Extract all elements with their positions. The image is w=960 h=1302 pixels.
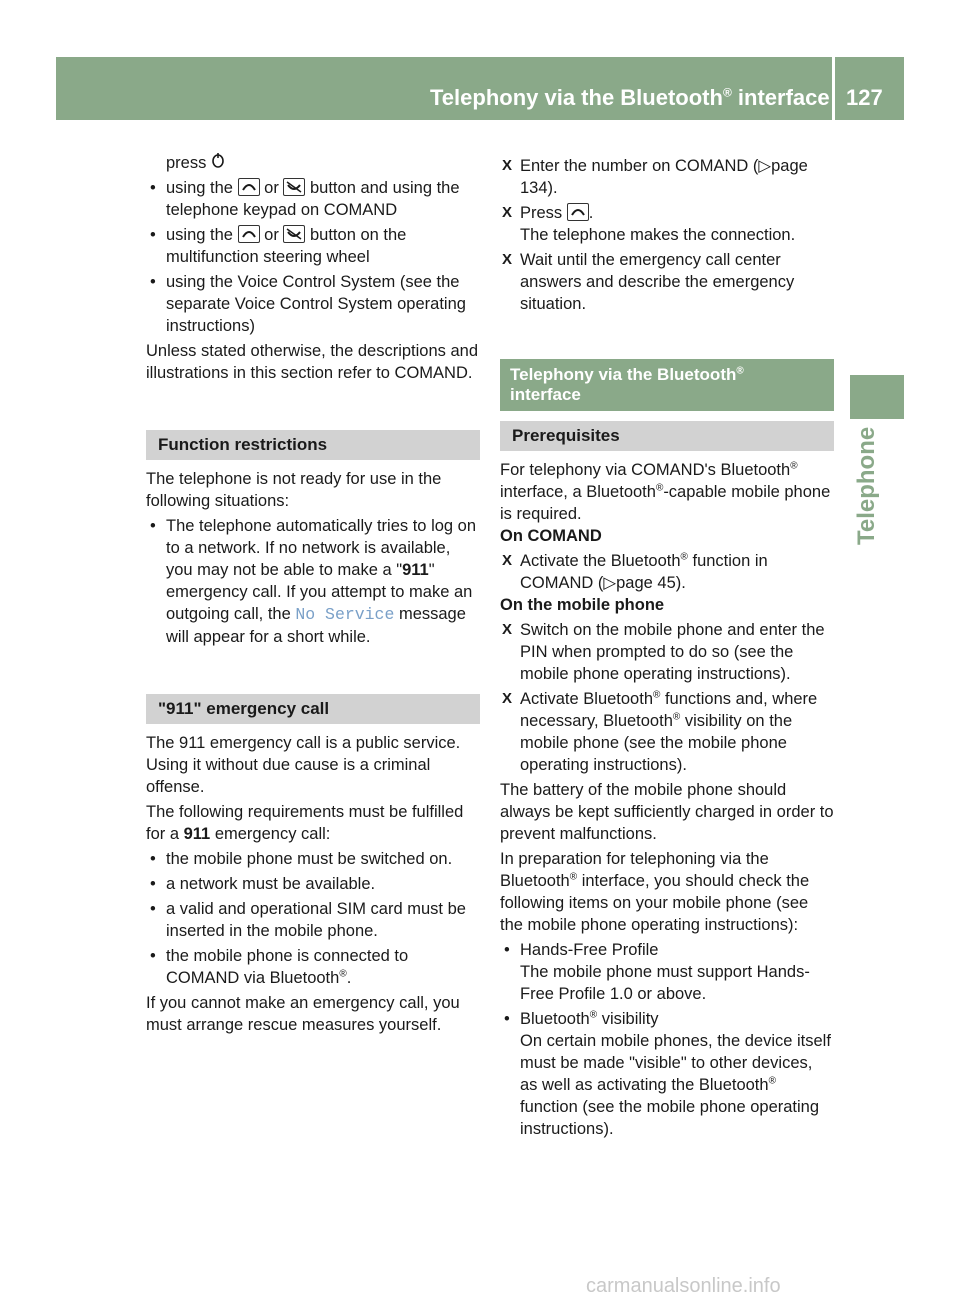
- phone-accept-icon: [238, 225, 260, 243]
- list-item: • The telephone automatically tries to log on to a network. If no network is available, you may not be able to make a "911" emergency call. If you attempt to make an outgoing call, the No Service message will appear for a short while.: [146, 515, 480, 648]
- paragraph: If you cannot make an emergency call, you must arrange rescue measures yourself.: [146, 994, 460, 1034]
- subheading-on-mobile: On the mobile phone: [500, 596, 665, 614]
- press-line: press: [146, 152, 480, 174]
- list-item: • Hands-Free Profile The mobile phone must support Hands-Free Profile 1.0 or above.: [500, 939, 834, 1005]
- page-title: Telephony via the Bluetooth® interface: [430, 85, 830, 110]
- display-message: No Service: [295, 605, 395, 624]
- step-arrow-icon: X: [502, 690, 513, 707]
- section-heading-prerequisites: Prerequisites: [500, 421, 834, 451]
- list-item: • a valid and operational SIM card must be inserted in the mobile phone.: [146, 898, 480, 942]
- list-item: • the mobile phone is connected to COMAND via Bluetooth®.: [146, 945, 480, 989]
- knob-icon: [211, 154, 225, 172]
- step-item: X Activate Bluetooth® functions and, where necessary, Bluetooth® visibility on the mobile phone (see the mobile phone operating instructions).: [502, 689, 818, 774]
- paragraph: The following requirements must be fulfilled for a 911 emergency call:: [146, 803, 464, 843]
- right-column: [500, 152, 834, 1140]
- step-item: X Activate the Bluetooth® function in COMAND (▷page 45).: [502, 551, 768, 592]
- list-item: • Bluetooth® visibility On certain mobile phones, the device itself must be made "visible" to other devices, as well as activating the Bluetooth® function (see the mobile phone operating instructions).: [500, 1008, 834, 1140]
- page-ref-icon: ▷: [603, 574, 617, 592]
- watermark: carmanualsonline.info: [586, 1275, 781, 1297]
- step-item: X Wait until the emergency call center answers and describe the emergency situation.: [502, 251, 795, 313]
- phone-end-icon: [283, 225, 305, 243]
- chapter-tab: [850, 375, 904, 419]
- step-arrow-icon: X: [502, 204, 513, 221]
- step-arrow-icon: X: [502, 552, 513, 569]
- paragraph: In preparation for telephoning via the Bluetooth® interface, you should check the following items on your mobile phone (see the mobile phone operating instructions):: [500, 850, 810, 934]
- phone-accept-icon: [238, 178, 260, 196]
- step-arrow-icon: X: [502, 157, 513, 174]
- step-item: X Enter the number on COMAND (▷page 134).: [502, 157, 808, 197]
- step-arrow-icon: X: [502, 621, 513, 638]
- step-arrow-icon: X: [502, 251, 513, 268]
- paragraph: Unless stated otherwise, the descriptions and illustrations in this section refer to COMAND.: [146, 342, 479, 382]
- page-reference[interactable]: page 134).: [520, 157, 808, 197]
- phone-end-icon: [283, 178, 305, 196]
- section-heading-bluetooth: Telephony via the Bluetooth® interface: [500, 359, 834, 411]
- subheading-on-comand: On COMAND: [500, 527, 602, 545]
- list-item: • the mobile phone must be switched on.: [146, 848, 480, 870]
- paragraph: The telephone is not ready for use in the following situations:: [146, 470, 442, 510]
- paragraph: The battery of the mobile phone should always be kept sufficiently charged in order to prevent malfunctions.: [500, 781, 834, 843]
- list-item: • using the or button and using the telephone keypad on COMAND: [146, 177, 480, 221]
- page-reference[interactable]: page 45).: [616, 574, 686, 592]
- left-column: [146, 152, 480, 1036]
- list-item: • using the Voice Control System (see the separate Voice Control System operating instructions): [146, 271, 480, 337]
- list-item: • using the or button on the multifunction steering wheel: [146, 224, 480, 268]
- step-item: X Switch on the mobile phone and enter the PIN when prompted to do so (see the mobile phone operating instructions).: [502, 621, 825, 683]
- section-heading-911: "911" emergency call: [146, 694, 480, 724]
- step-item: X Press . The telephone makes the connection.: [502, 204, 796, 244]
- section-heading-function-restrictions: Function restrictions: [146, 430, 480, 460]
- header-separator: [832, 57, 835, 120]
- chapter-side-label: Telephone: [853, 426, 880, 545]
- paragraph: The 911 emergency call is a public service. Using it without due cause is a criminal offense.: [146, 734, 461, 796]
- page-number: 127: [846, 85, 883, 110]
- phone-accept-icon: [567, 203, 589, 221]
- list-item: • a network must be available.: [146, 873, 480, 895]
- paragraph: For telephony via COMAND's Bluetooth® interface, a Bluetooth®-capable mobile phone is required.: [500, 460, 831, 523]
- page-ref-icon: ▷: [758, 157, 772, 175]
